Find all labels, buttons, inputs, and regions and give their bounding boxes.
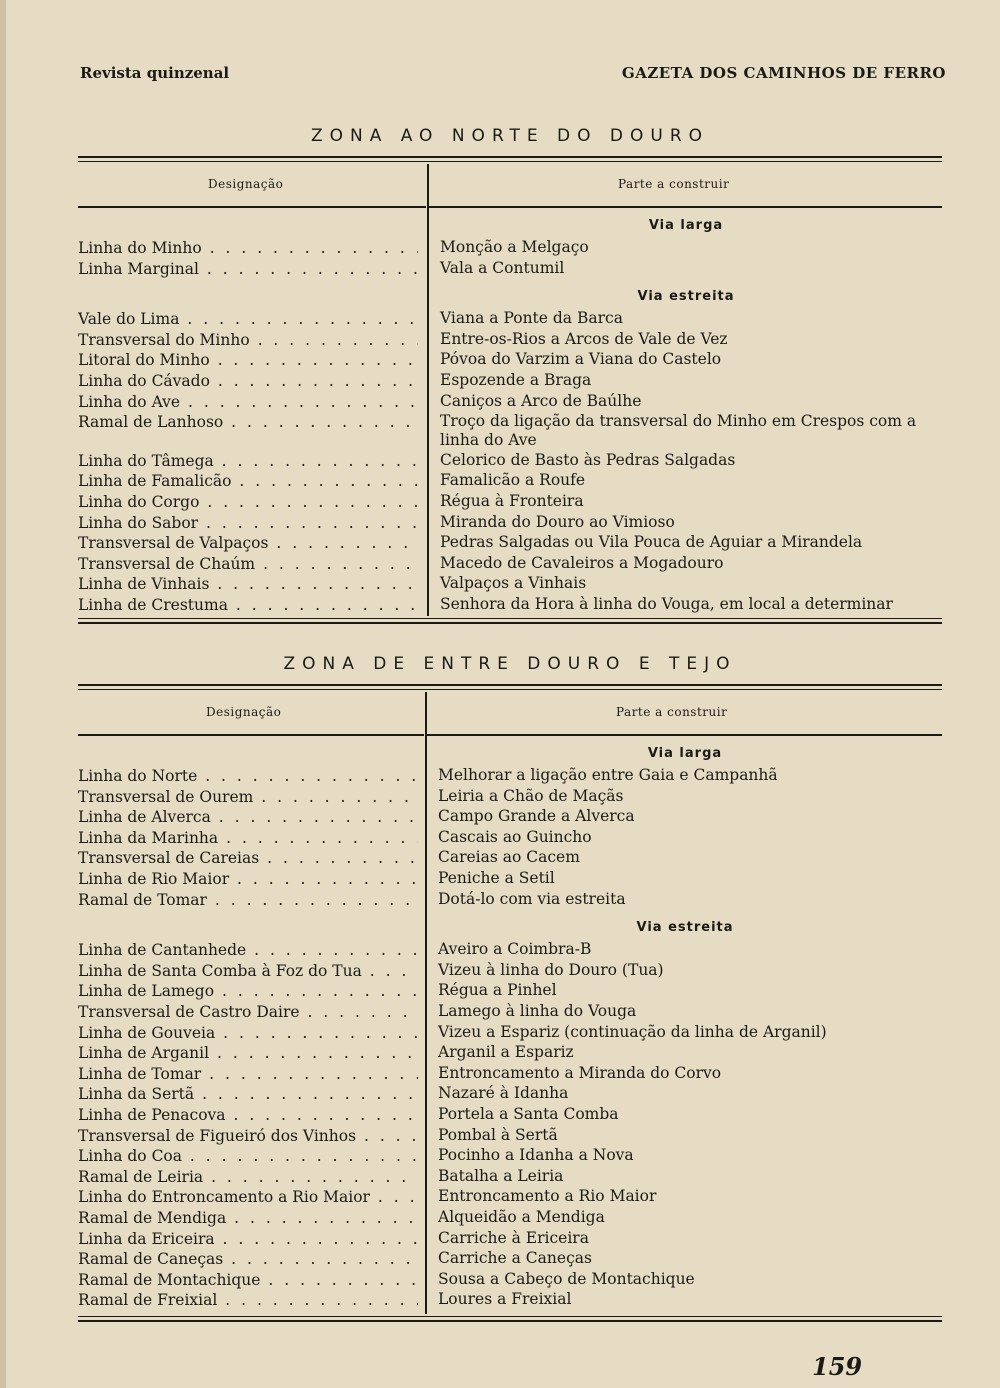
parte-cell: Senhora da Hora à linha do Vouga, em local a determinar	[440, 595, 893, 613]
parte-cell: Dotá-lo com via estreita	[438, 889, 626, 908]
group-subheading: Via estreita	[637, 289, 735, 305]
designacao-cell: Linha de Alverca . . .	[78, 807, 418, 827]
zone-norte-douro	[78, 126, 942, 626]
parte-cell: Alqueidão a Mendiga	[438, 1208, 605, 1226]
designacao-cell: Transversal de Chaúm . . .	[78, 554, 418, 574]
table-row	[78, 533, 942, 553]
table-top-rule-thin	[78, 161, 942, 162]
designacao-cell: Linha de Penacova . . .	[78, 1105, 418, 1125]
parte-cell: Vala a Contumil	[440, 258, 565, 277]
zone-title: ZONA DE ENTRE DOURO E TEJO	[283, 654, 737, 674]
table-row	[78, 1249, 942, 1269]
table-top-rule	[78, 156, 942, 158]
table-row	[78, 554, 942, 574]
table-row	[78, 828, 942, 848]
header-rule-left	[78, 734, 424, 736]
table-bottom-rule-thin	[78, 618, 942, 619]
designacao-cell: Linha do Minho . . .	[78, 238, 418, 258]
parte-cell: Régua à Fronteira	[440, 492, 584, 510]
table-top-rule	[78, 684, 942, 686]
table-row	[78, 1002, 942, 1022]
designacao-cell: Linha do Tâmega . . .	[78, 451, 418, 471]
parte-cell: Arganil a Espariz	[438, 1043, 574, 1062]
table-row	[78, 238, 942, 258]
header-rule-right	[429, 206, 942, 208]
zone-title: ZONA AO NORTE DO DOURO	[310, 126, 710, 146]
parte-cell: Careias ao Cacem	[438, 848, 580, 867]
table-row	[78, 1126, 942, 1146]
table-row	[78, 259, 942, 279]
parte-cell: Celorico de Basto às Pedras Salgadas	[440, 450, 736, 469]
group-subheading: Via larga	[647, 746, 723, 761]
parte-cell: Régua a Pinhel	[438, 981, 557, 1000]
parte-cell: Carriche a Caneças	[438, 1249, 592, 1268]
table-bottom-rule-thin	[78, 1316, 942, 1317]
table-row	[78, 392, 942, 412]
parte-cell: Famalicão a Roufe	[440, 471, 586, 490]
parte-cell: Peniche a Setil	[438, 869, 555, 887]
designacao-cell: Linha do Ave . . .	[78, 392, 418, 412]
parte-cell: Vizeu a Espariz (continuação da linha de Arganil)	[438, 1022, 827, 1041]
designacao-cell: Linha da Ericeira . . .	[78, 1229, 418, 1249]
parte-cell: Entroncamento a Miranda do Corvo	[438, 1063, 722, 1082]
parte-cell: Espozende a Braga	[440, 371, 592, 389]
parte-cell: Batalha a Leiria	[438, 1166, 564, 1185]
designacao-cell: Linha do Cávado . . .	[78, 371, 418, 391]
zone-entre-douro-tejo	[78, 654, 942, 1326]
designacao-cell: Linha de Famalicão . . .	[78, 471, 418, 491]
table-row	[78, 451, 942, 471]
table-row	[78, 940, 942, 960]
table-bottom-rule	[78, 1320, 942, 1322]
parte-cell: Lamego à linha do Vouga	[438, 1002, 637, 1020]
table-row	[78, 574, 942, 594]
parte-cell: Entroncamento a Rio Maior	[438, 1187, 657, 1206]
table-row	[78, 1064, 942, 1084]
column-header-parte: Parte a construir	[616, 705, 728, 719]
table-row	[78, 1187, 942, 1207]
parte-cell: Viana a Ponte da Barca	[440, 309, 623, 328]
table-row	[78, 890, 942, 910]
table-row	[78, 492, 942, 512]
designacao-cell: Vale do Lima . . .	[78, 309, 418, 329]
parte-cell: Aveiro a Coimbra-B	[438, 940, 592, 959]
table-row	[78, 1105, 942, 1125]
parte-cell: Vizeu à linha do Douro (Tua)	[438, 960, 664, 979]
parte-cell: Valpaços a Vinhais	[440, 574, 587, 593]
designacao-cell: Linha da Sertã . . .	[78, 1084, 418, 1104]
parte-cell: Campo Grande a Alverca	[438, 807, 635, 826]
table-row	[78, 371, 942, 391]
designacao-cell: Linha do Norte . . .	[78, 766, 418, 786]
parte-cell: Sousa a Cabeço de Montachique	[438, 1269, 695, 1288]
running-head	[80, 64, 946, 88]
column-header-designacao: Designação	[208, 177, 284, 191]
table-row	[78, 1208, 942, 1228]
parte-cell: Troço da ligação da transversal do Minho em Crespos com a linha do Ave	[440, 412, 917, 450]
designacao-cell: Linha Marginal . . .	[78, 259, 418, 279]
designacao-cell: Linha de Santa Comba à Foz do Tua . . .	[78, 961, 418, 981]
parte-cell: Pedras Salgadas ou Vila Pouca de Aguiar a Mirandela	[440, 533, 863, 552]
parte-cell: Miranda do Douro ao Vimioso	[440, 512, 675, 531]
journal-subtitle: Revista quinzenal	[80, 64, 230, 82]
parte-cell: Leiria a Chão de Maçãs	[438, 786, 624, 805]
table-bottom-rule	[78, 622, 942, 624]
designacao-cell: Linha de Rio Maior . . .	[78, 869, 418, 889]
table-row	[78, 1229, 942, 1249]
designacao-cell: Transversal de Careias . . .	[78, 848, 418, 868]
designacao-cell: Linha de Vinhais . . .	[78, 574, 418, 594]
journal-title: GAZETA DOS CAMINHOS DE FERRO	[621, 64, 946, 82]
parte-cell: Póvoa do Varzim a Viana do Castelo	[440, 350, 722, 369]
column-header-designacao: Designação	[206, 705, 282, 719]
group-subheading: Via estreita	[636, 920, 734, 936]
designacao-cell: Litoral do Minho . . .	[78, 350, 418, 370]
parte-cell: Pocinho a Idanha a Nova	[438, 1146, 634, 1165]
designacao-cell: Ramal de Leiria . . .	[78, 1167, 418, 1187]
parte-cell: Caniços a Arco de Baúlhe	[440, 391, 642, 410]
designacao-cell: Linha de Cantanhede . . .	[78, 940, 418, 960]
designacao-cell: Linha da Marinha . . .	[78, 828, 418, 848]
designacao-cell: Linha do Corgo . . .	[78, 492, 418, 512]
table-row	[78, 1270, 942, 1290]
parte-cell: Macedo de Cavaleiros a Mogadouro	[440, 553, 724, 572]
table-row	[78, 330, 942, 350]
designacao-cell: Linha de Arganil . . .	[78, 1043, 418, 1063]
table-row	[78, 309, 942, 329]
table-row	[78, 869, 942, 889]
table-row	[78, 513, 942, 533]
designacao-cell: Ramal de Montachique . . .	[78, 1270, 418, 1290]
table-row	[78, 1023, 942, 1043]
parte-cell: Cascais ao Guincho	[438, 827, 592, 846]
designacao-cell: Linha de Tomar . . .	[78, 1064, 418, 1084]
table-row	[78, 1043, 942, 1063]
designacao-cell: Transversal do Minho . . .	[78, 330, 418, 350]
designacao-cell: Linha de Lamego . . .	[78, 981, 418, 1001]
designacao-cell: Linha do Entroncamento a Rio Maior . . .	[78, 1187, 418, 1207]
group-subheading: Via larga	[648, 218, 724, 233]
table-row	[78, 1290, 942, 1310]
table-row	[78, 787, 942, 807]
parte-cell: Monção a Melgaço	[440, 238, 589, 256]
table-row	[78, 350, 942, 370]
designacao-cell: Linha de Gouveia . . .	[78, 1023, 418, 1043]
column-header-parte: Parte a construir	[618, 177, 730, 191]
designacao-cell: Linha do Sabor . . .	[78, 513, 418, 533]
parte-cell: Portela a Santa Comba	[438, 1105, 619, 1123]
table-row	[78, 471, 942, 491]
designacao-cell: Transversal de Castro Daire . . .	[78, 1002, 418, 1022]
designacao-cell: Transversal de Figueiró dos Vinhos . . .	[78, 1126, 418, 1146]
table-row	[78, 961, 942, 981]
parte-cell: Loures a Freixial	[438, 1290, 572, 1309]
designacao-cell: Ramal de Mendiga . . .	[78, 1208, 418, 1228]
designacao-cell: Transversal de Valpaços . . .	[78, 533, 418, 553]
parte-cell: Melhorar a ligação entre Gaia e Campanhã	[438, 766, 778, 784]
parte-cell: Nazaré à Idanha	[438, 1084, 569, 1103]
table-row	[78, 412, 942, 450]
parte-cell: Carriche à Ericeira	[438, 1228, 589, 1247]
parte-cell: Entre-os-Rios a Arcos de Vale de Vez	[440, 329, 728, 348]
table-row	[78, 595, 942, 615]
table-row	[78, 848, 942, 868]
page-number: 159	[812, 1352, 863, 1381]
designacao-cell: Ramal de Caneças . . .	[78, 1249, 418, 1269]
table-row	[78, 766, 942, 786]
header-rule-left	[78, 206, 426, 208]
table-row	[78, 807, 942, 827]
designacao-cell: Transversal de Ourem . . .	[78, 787, 418, 807]
table-row	[78, 1167, 942, 1187]
table-row	[78, 1084, 942, 1104]
designacao-cell: Linha do Coa . . .	[78, 1146, 418, 1166]
designacao-cell: Ramal de Lanhoso . . .	[78, 412, 418, 432]
header-rule-right	[427, 734, 942, 736]
designacao-cell: Ramal de Freixial . . .	[78, 1290, 418, 1310]
table-row	[78, 981, 942, 1001]
page-edge	[0, 0, 6, 1388]
table-row	[78, 1146, 942, 1166]
designacao-cell: Linha de Crestuma . . .	[78, 595, 418, 615]
designacao-cell: Ramal de Tomar . . .	[78, 890, 418, 910]
table-top-rule-thin	[78, 689, 942, 690]
parte-cell: Pombal à Sertã	[438, 1125, 558, 1144]
